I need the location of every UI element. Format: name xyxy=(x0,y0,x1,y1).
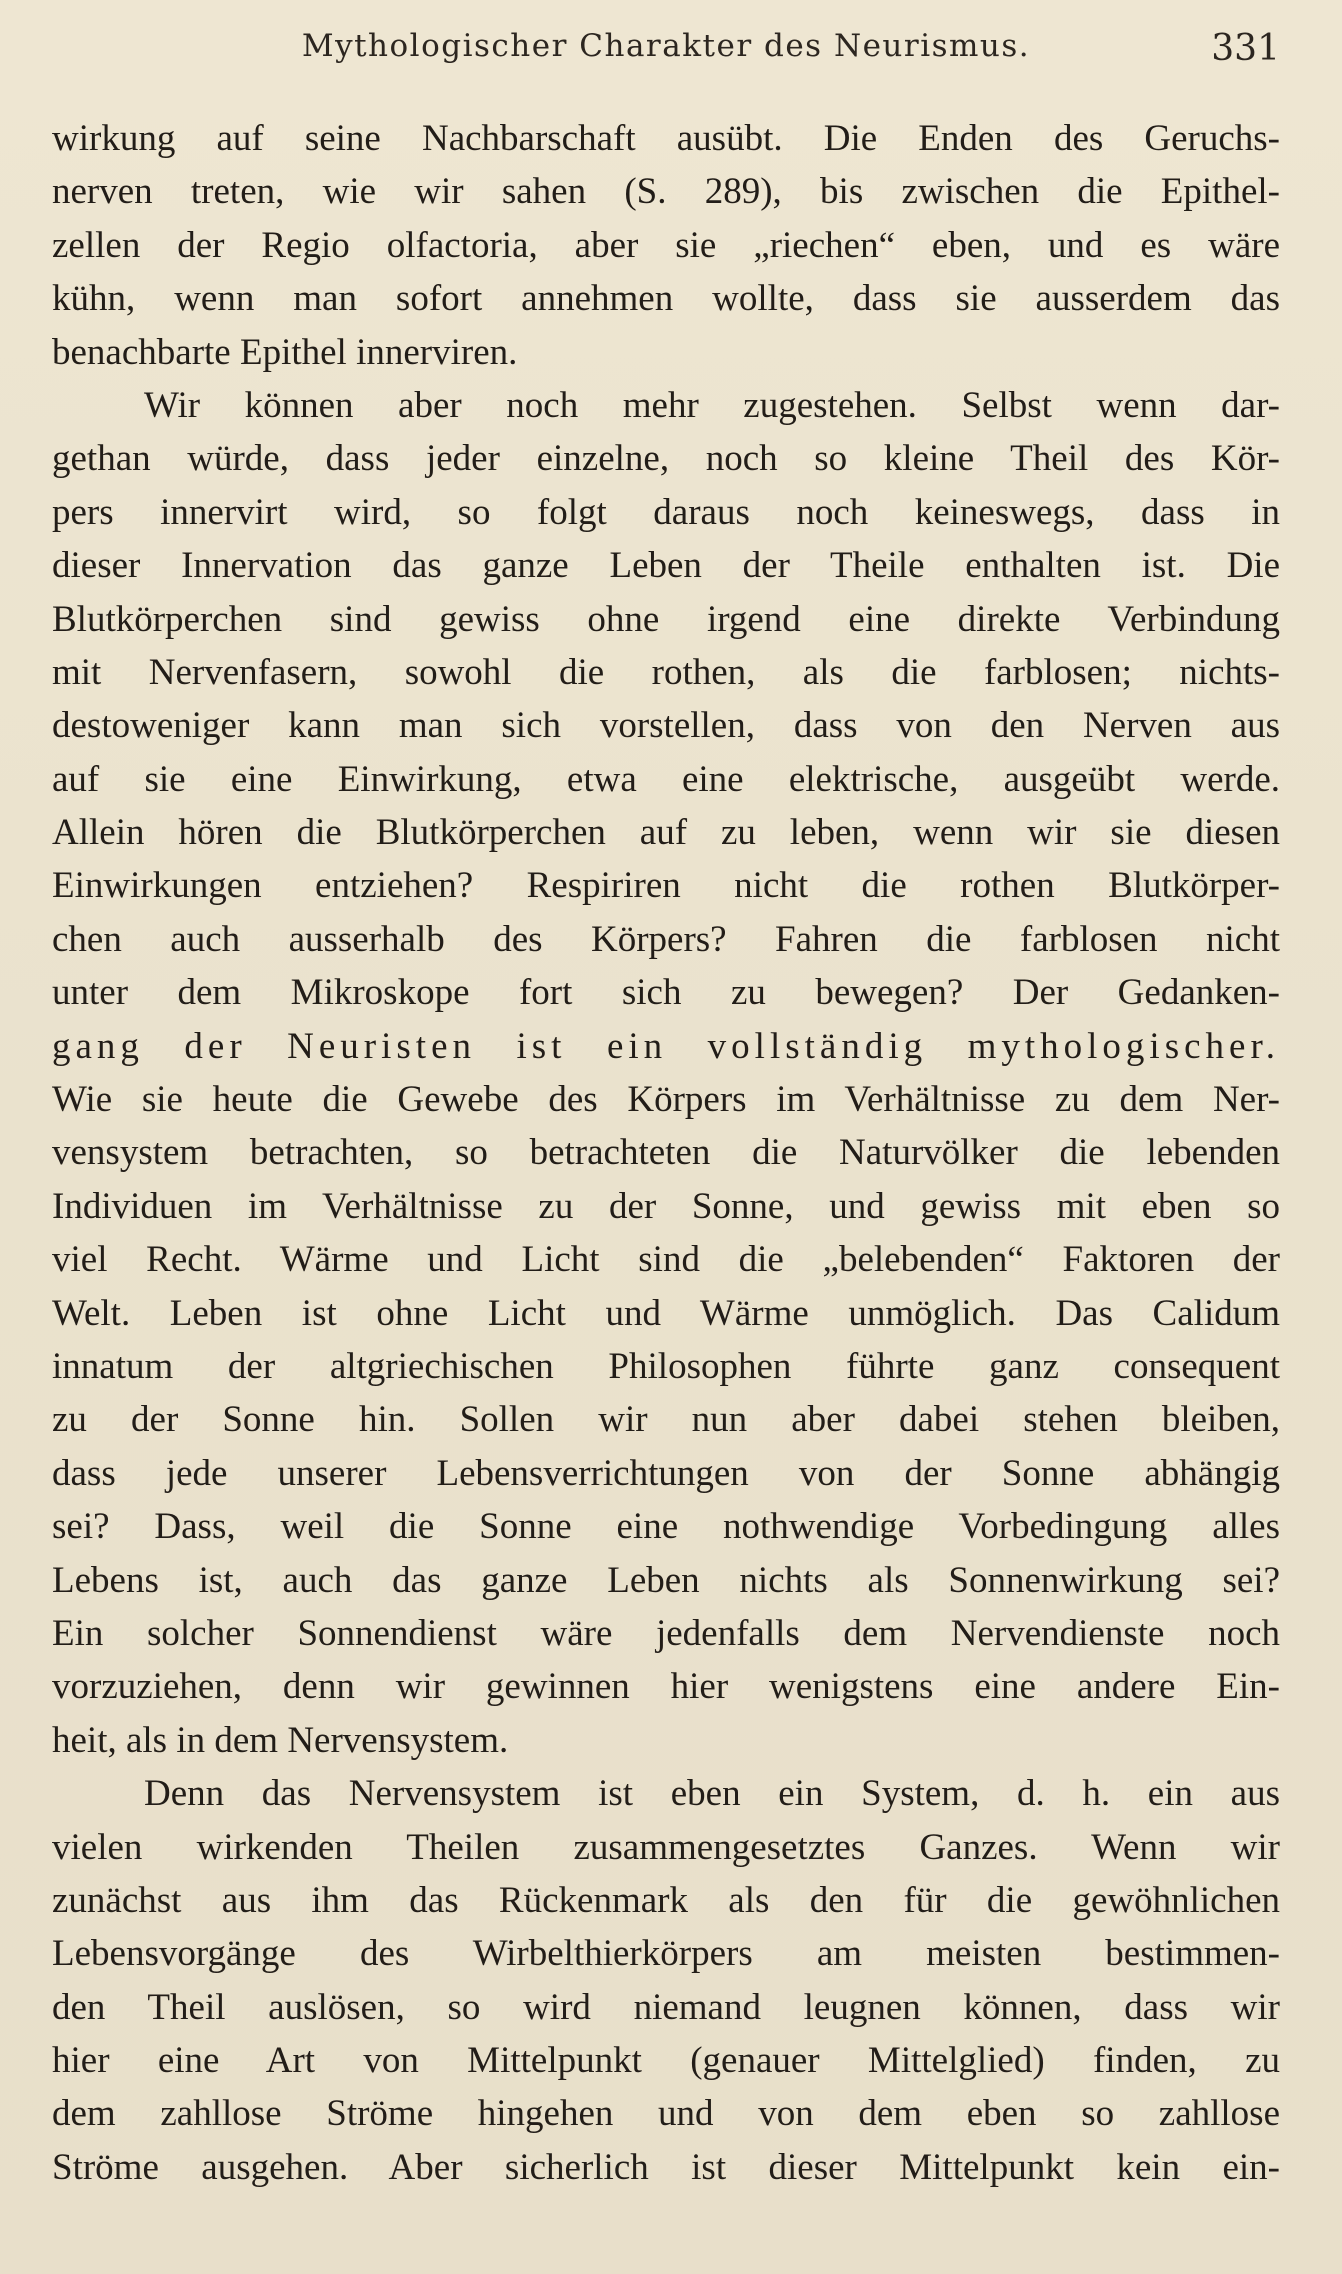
text-line: hier eine Art von Mittelpunkt (genauer Mittelglied) finden, zu xyxy=(52,2040,1280,2082)
text-line: zu der Sonne hin. Sollen wir nun aber dabei stehen bleiben, xyxy=(52,1399,1280,1441)
text-line-spaced: gang der Neuristen ist ein vollständig mythologischer. xyxy=(52,1025,1280,1067)
text-line: dem zahllose Ströme hingehen und von dem eben so zahllose xyxy=(52,2093,1280,2135)
text-line: Wie sie heute die Gewebe des Körpers im Verhältnisse zu dem Ner- xyxy=(52,1079,1280,1121)
text-line: vielen wirkenden Theilen zusammengesetztes Ganzes. Wenn wir xyxy=(52,1826,1280,1868)
text-line: den Theil auslösen, so wird niemand leugnen können, dass wir xyxy=(52,1986,1280,2028)
text-line: Lebensvorgänge des Wirbelthierkörpers am meisten bestimmen- xyxy=(52,1933,1280,1975)
text-line: kühn, wenn man sofort annehmen wollte, dass sie ausserdem das xyxy=(52,278,1280,320)
body-text xyxy=(52,112,1280,2194)
text-line: Lebens ist, auch das ganze Leben nichts als Sonnenwirkung sei? xyxy=(52,1559,1280,1601)
text-line: innatum der altgriechischen Philosophen führte ganz consequent xyxy=(52,1345,1280,1387)
paragraph-first-line: Denn das Nervensystem ist eben ein System, d. h. ein aus xyxy=(144,1773,1280,1815)
text-line: Welt. Leben ist ohne Licht und Wärme unmöglich. Das Calidum xyxy=(52,1292,1280,1334)
text-line: destoweniger kann man sich vorstellen, dass von den Nerven aus xyxy=(52,705,1280,747)
text-line: Individuen im Verhältnisse zu der Sonne, und gewiss mit eben so xyxy=(52,1185,1280,1227)
text-line: Allein hören die Blutkörperchen auf zu leben, wenn wir sie diesen xyxy=(52,812,1280,854)
text-line: mit Nervenfasern, sowohl die rothen, als die farblosen; nichts- xyxy=(52,651,1280,693)
text-line: unter dem Mikroskope fort sich zu bewegen? Der Gedanken- xyxy=(52,972,1280,1014)
text-line: pers innervirt wird, so folgt daraus noch keineswegs, dass in xyxy=(52,491,1280,533)
text-line: auf sie eine Einwirkung, etwa eine elektrische, ausgeübt werde. xyxy=(52,758,1280,800)
text-line: benachbarte Epithel innerviren. xyxy=(52,331,518,373)
text-line: gethan würde, dass jeder einzelne, noch so kleine Theil des Kör- xyxy=(52,438,1280,480)
text-line: Ströme ausgehen. Aber sicherlich ist dieser Mittelpunkt kein ein- xyxy=(52,2146,1280,2188)
text-line: Ein solcher Sonnendienst wäre jedenfalls dem Nervendienste noch xyxy=(52,1612,1280,1654)
text-line: dass jede unserer Lebensverrichtungen von der Sonne abhängig xyxy=(52,1452,1280,1494)
text-line: zellen der Regio olfactoria, aber sie „riechen“ eben, und es wäre xyxy=(52,224,1280,266)
page-number: 331 xyxy=(1211,28,1280,69)
text-line: vorzuziehen, denn wir gewinnen hier wenigstens eine andere Ein- xyxy=(52,1666,1280,1708)
running-header xyxy=(52,22,1280,82)
text-line: viel Recht. Wärme und Licht sind die „belebenden“ Faktoren der xyxy=(52,1239,1280,1281)
text-line: dieser Innervation das ganze Leben der Theile enthalten ist. Die xyxy=(52,545,1280,587)
text-line: Blutkörperchen sind gewiss ohne irgend eine direkte Verbindung xyxy=(52,598,1280,640)
running-title: Mythologischer Charakter des Neurismus. xyxy=(301,28,1031,64)
text-line: heit, als in dem Nervensystem. xyxy=(52,1719,509,1761)
text-line: Einwirkungen entziehen? Respiriren nicht die rothen Blutkörper- xyxy=(52,865,1280,907)
text-line: sei? Dass, weil die Sonne eine nothwendige Vorbedingung alles xyxy=(52,1506,1280,1548)
text-line: chen auch ausserhalb des Körpers? Fahren die farblosen nicht xyxy=(52,918,1280,960)
text-line: wirkung auf seine Nachbarschaft ausübt. Die Enden des Geruchs- xyxy=(52,118,1280,159)
text-line: vensystem betrachten, so betrachteten die Naturvölker die lebenden xyxy=(52,1132,1280,1174)
paragraph-first-line: Wir können aber noch mehr zugestehen. Selbst wenn dar- xyxy=(144,384,1280,426)
text-line: nerven treten, wie wir sahen (S. 289), bis zwischen die Epithel- xyxy=(52,171,1280,213)
text-line: zunächst aus ihm das Rückenmark als den für die gewöhnlichen xyxy=(52,1879,1280,1921)
